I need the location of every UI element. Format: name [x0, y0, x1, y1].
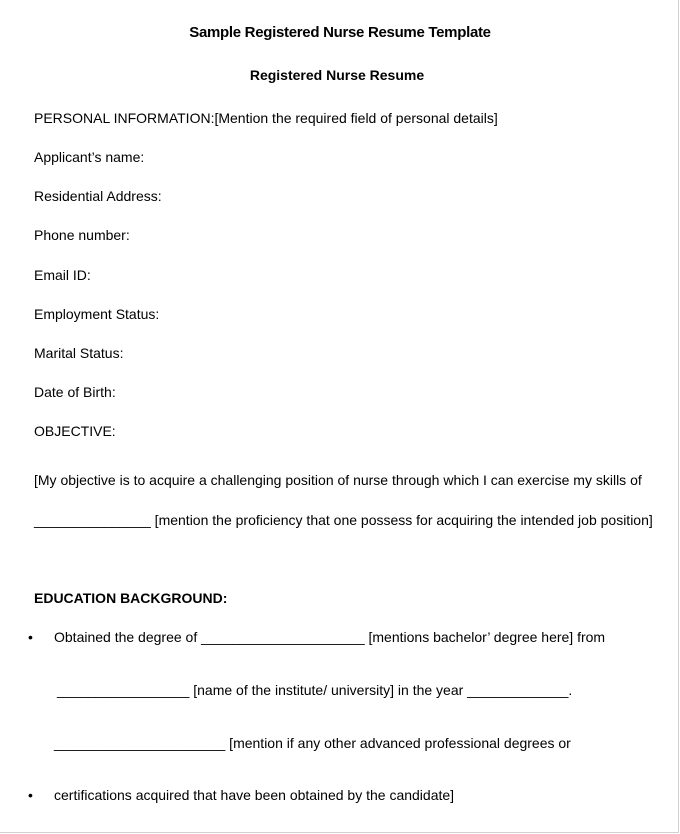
- bullet-icon: •: [28, 787, 33, 803]
- document-subtitle: Registered Nurse Resume: [249, 67, 425, 83]
- education-text-line-3: ______________________ [mention if any other advanced professional degrees or: [54, 735, 571, 751]
- personal-info-heading: PERSONAL INFORMATION:[Mention the required field of personal details]: [34, 110, 498, 126]
- education-text-line-2: _________________ [name of the institute/ university] in the year _____________.: [57, 682, 573, 698]
- field-residential-address: Residential Address:: [34, 188, 162, 204]
- objective-text-line-2: _______________ [mention the proficiency that one possess for acquiring the intended job position]: [34, 512, 653, 528]
- education-heading: EDUCATION BACKGROUND:: [34, 590, 228, 606]
- document-title: Sample Registered Nurse Resume Template: [189, 24, 491, 41]
- field-marital-status: Marital Status:: [34, 345, 124, 361]
- objective-heading: OBJECTIVE:: [34, 423, 116, 439]
- field-date-of-birth: Date of Birth:: [34, 384, 116, 400]
- field-employment-status: Employment Status:: [34, 306, 160, 322]
- field-phone-number: Phone number:: [34, 227, 130, 243]
- field-applicant-name: Applicant’s name:: [34, 149, 145, 165]
- bullet-icon: •: [28, 629, 33, 645]
- education-text-line-1: Obtained the degree of _____________________ [mentions bachelor’ degree here] from: [54, 629, 606, 645]
- objective-text-line-1: [My objective is to acquire a challenging position of nurse through which I can exercise my skills of: [34, 472, 642, 488]
- education-text-line-4: certifications acquired that have been obtained by the candidate]: [54, 787, 455, 803]
- field-email-id: Email ID:: [34, 267, 91, 283]
